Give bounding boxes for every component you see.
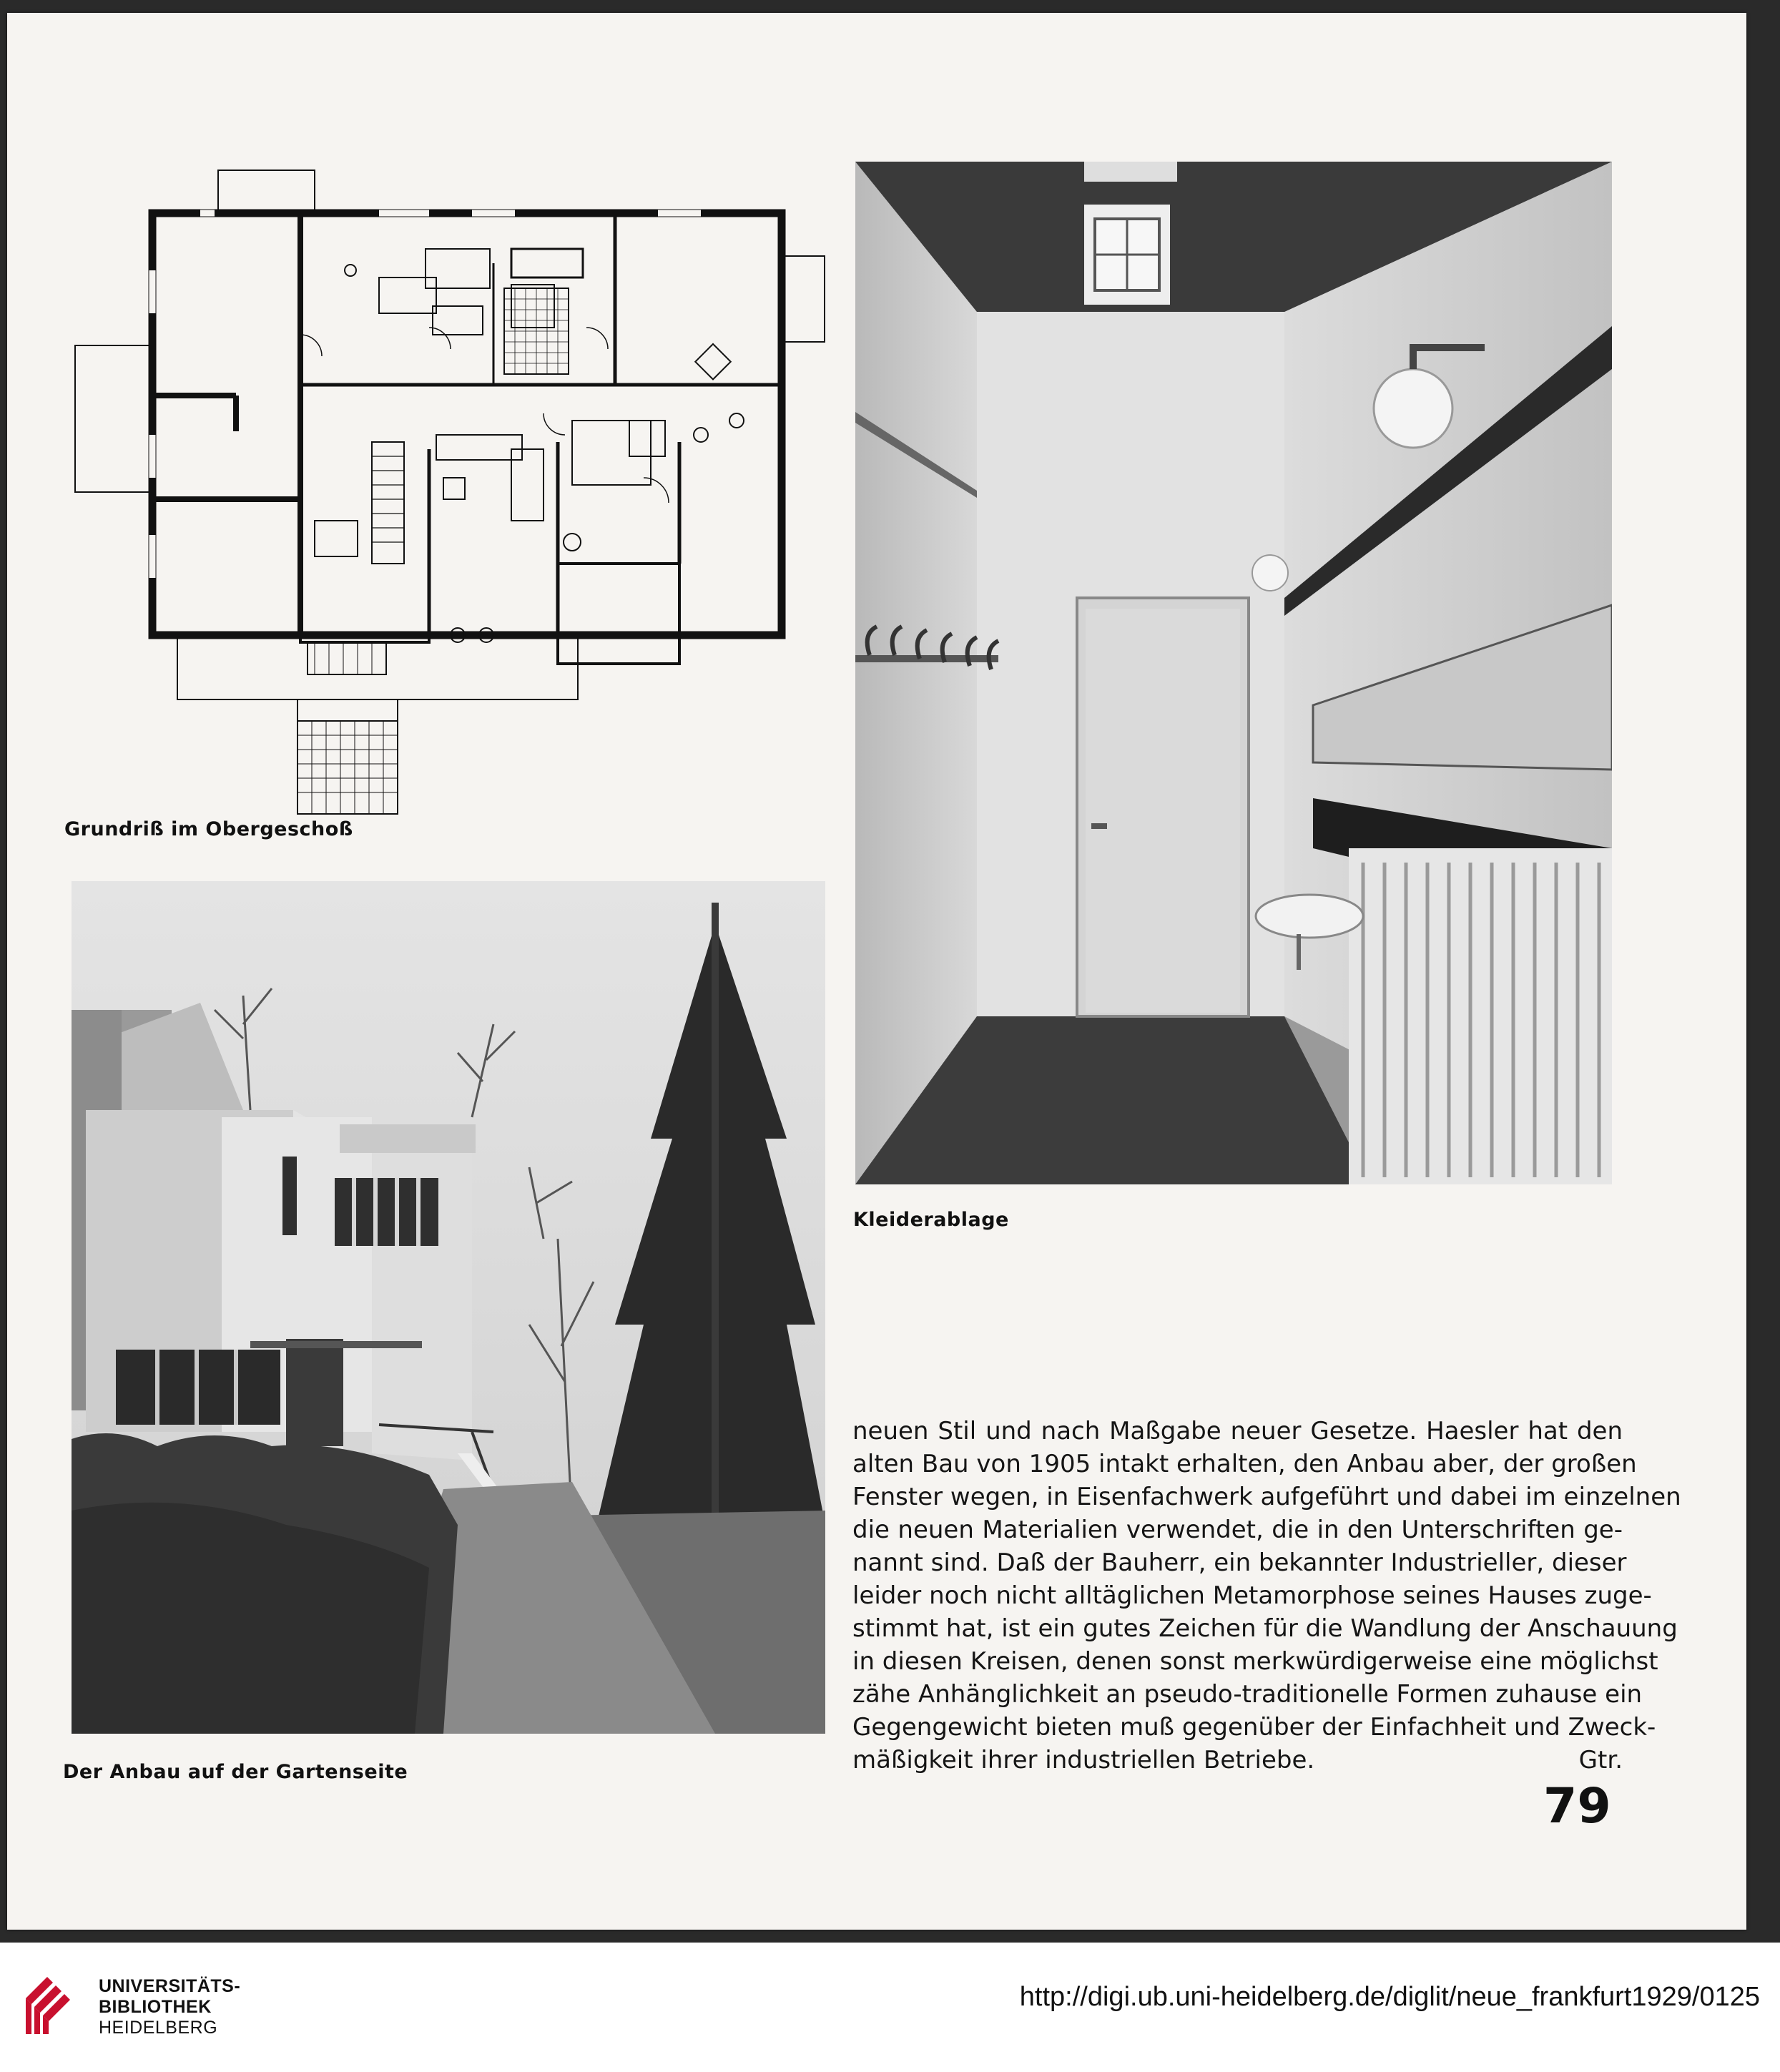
library-name-line: HEIDELBERG [99, 2018, 218, 2038]
text-line: alten Bau von 1905 intakt erhalten, den Anbau aber, der großen [852, 1450, 1637, 1478]
library-name-line: UNIVERSITÄTS- [99, 1976, 241, 1996]
text-line: zähe Anhänglichkeit an pseudo-traditionelle Formen zuhause ein [852, 1680, 1643, 1709]
text-line: neuen Stil und nach Maßgabe neuer Gesetze. Haesler hat den [852, 1417, 1623, 1445]
library-name-line: BIBLIOTHEK [99, 1997, 212, 2017]
text-line: leider noch nicht alltäglichen Metamorphose seines Hauses zuge- [852, 1581, 1652, 1610]
page-number: 79 [1543, 1778, 1611, 1835]
cloakroom-caption: Kleiderablage [853, 1209, 1009, 1231]
text-line: die neuen Materialien verwendet, die in den Unterschriften ge- [852, 1516, 1623, 1544]
text-line: Fenster wegen, in Eisenfachwerk aufgeführt und dabei im einzelnen [852, 1483, 1681, 1511]
text-line: in diesen Kreisen, denen sonst merkwürdigerweise eine möglichst [852, 1647, 1658, 1676]
text-line-final: mäßigkeit ihrer industriellen Betriebe. [852, 1746, 1315, 1774]
garden-side-photo [72, 881, 825, 1734]
library-logo-icon [19, 1970, 90, 2041]
library-name [99, 1976, 240, 2038]
text-line: stimmt hat, ist ein gutes Zeichen für die Wandlung der Anschauung [852, 1614, 1678, 1643]
floor-plan-drawing [72, 163, 830, 828]
author-signature: Gtr. [1578, 1746, 1623, 1774]
text-line: Gegengewicht bieten muß gegenüber der Einfachheit und Zweck- [852, 1713, 1656, 1742]
footer-bar [0, 1943, 1780, 2072]
source-url-link[interactable]: http://digi.ub.uni-heidelberg.de/diglit/neue_frankfurt1929/0125 [1019, 1982, 1760, 2012]
floor-plan-caption: Grundriß im Obergeschoß [64, 818, 353, 840]
text-line-last [852, 1744, 1623, 1777]
cloakroom-photo [855, 162, 1612, 1184]
garden-side-caption: Der Anbau auf der Gartenseite [63, 1761, 408, 1783]
text-line: nannt sind. Daß der Bauherr, ein bekannter Industrieller, dieser [852, 1548, 1627, 1577]
article-body-text [852, 1415, 1681, 1777]
scanned-page [7, 13, 1746, 1930]
